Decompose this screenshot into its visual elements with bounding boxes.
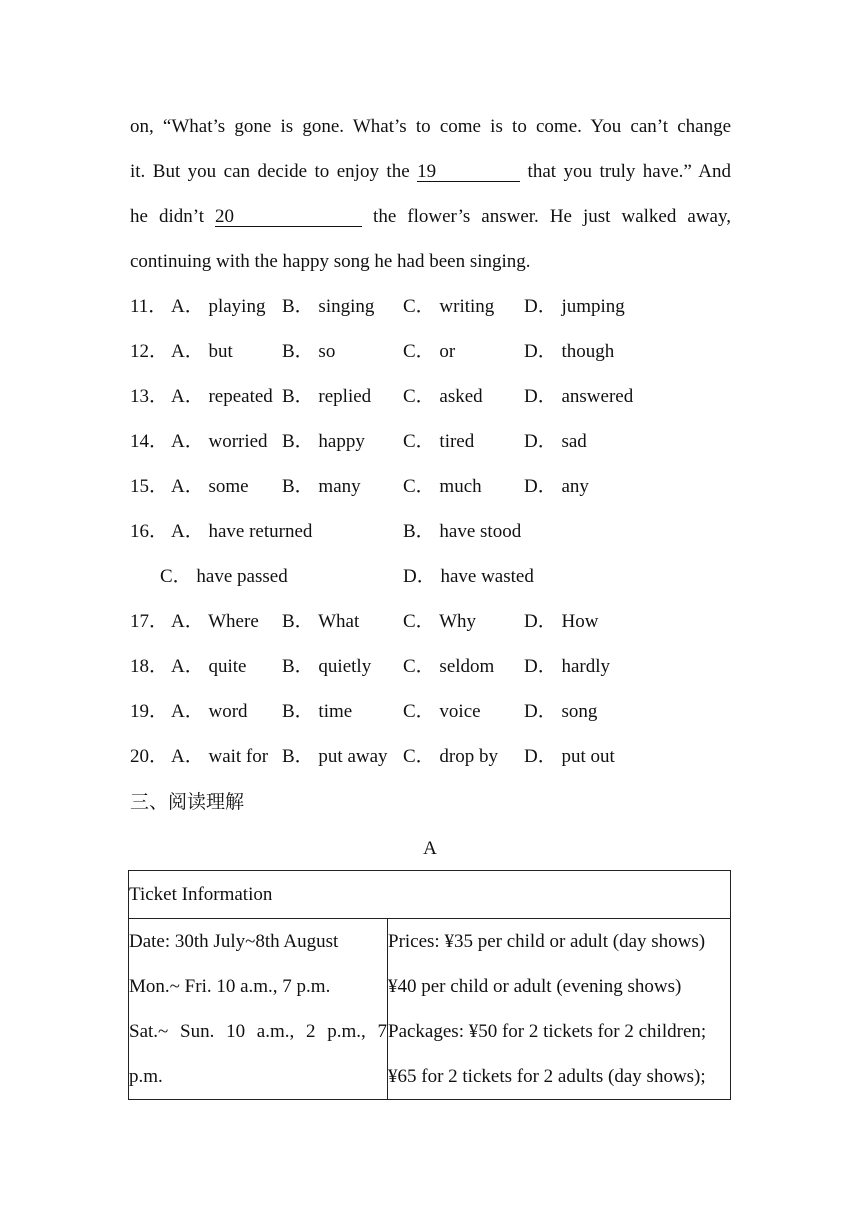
passage-line-4: continuing with the happy song he had been singing. bbox=[130, 251, 531, 272]
option-a: A． some bbox=[171, 476, 249, 497]
passage-text: it. But you can decide to enjoy the bbox=[130, 161, 418, 182]
option-c: C． seldom bbox=[403, 656, 495, 677]
option-d: D． How bbox=[524, 611, 599, 632]
option-b: B． many bbox=[282, 476, 361, 497]
option-d: D． have wasted bbox=[403, 566, 534, 587]
option-a: A． playing bbox=[171, 296, 266, 317]
schedule-cell bbox=[129, 919, 388, 1100]
option-a: A． quite bbox=[171, 656, 247, 677]
passage-text: he didn’t bbox=[130, 206, 216, 227]
price-line: Prices: ¥35 per child or adult (day shows) bbox=[388, 931, 706, 952]
option-d: D． song bbox=[524, 701, 598, 722]
price-line: ¥40 per child or adult (evening shows) bbox=[388, 976, 682, 997]
passage-text: that you truly have.” And bbox=[520, 161, 731, 182]
option-c: C． have passed bbox=[160, 566, 288, 587]
option-c: C． or bbox=[403, 341, 456, 362]
option-c: C． voice bbox=[403, 701, 481, 722]
option-b: B． put away bbox=[282, 746, 388, 767]
option-d: D． any bbox=[524, 476, 589, 497]
option-a: A． worried bbox=[171, 431, 268, 452]
option-a: A． have returned bbox=[171, 521, 313, 542]
option-b: B． have stood bbox=[403, 521, 522, 542]
passage-line-3 bbox=[130, 205, 731, 229]
option-c: C． drop by bbox=[403, 746, 499, 767]
option-a: A． word bbox=[171, 701, 248, 722]
option-d: D． hardly bbox=[524, 656, 611, 677]
schedule-line: Mon.~ Fri. 10 a.m., 7 p.m. bbox=[129, 976, 331, 997]
price-line: Packages: ¥50 for 2 tickets for 2 children; bbox=[388, 1021, 707, 1042]
option-d: D． put out bbox=[524, 746, 615, 767]
section-title: A bbox=[423, 838, 437, 859]
question-number: 13． bbox=[130, 386, 169, 407]
table-header: Ticket Information bbox=[129, 871, 731, 919]
option-d: D． jumping bbox=[524, 296, 625, 317]
price-line: ¥65 for 2 tickets for 2 adults (day shows); bbox=[388, 1066, 706, 1087]
schedule-line: Sat.~ Sun. 10 a.m., 2 p.m., 7 bbox=[129, 1021, 387, 1042]
option-b: B． singing bbox=[282, 296, 375, 317]
table-row bbox=[129, 919, 731, 1100]
question-number: 19． bbox=[130, 701, 169, 722]
option-c: C． asked bbox=[403, 386, 483, 407]
ticket-table bbox=[128, 870, 731, 1100]
passage-line-2 bbox=[130, 160, 731, 184]
option-a: A． repeated bbox=[171, 386, 273, 407]
table-header-row bbox=[129, 871, 731, 919]
passage-line-1: on, “What’s gone is gone. What’s to come is to come. You can’t change bbox=[130, 116, 731, 137]
question-number: 20． bbox=[130, 746, 169, 767]
option-a: A． Where bbox=[171, 611, 259, 632]
option-a: A． but bbox=[171, 341, 233, 362]
question-number: 16． bbox=[130, 521, 169, 542]
option-b: B． time bbox=[282, 701, 353, 722]
blank-20: 20 bbox=[215, 207, 362, 227]
option-d: D． though bbox=[524, 341, 615, 362]
option-c: C． writing bbox=[403, 296, 495, 317]
question-number: 17． bbox=[130, 611, 169, 632]
prices-cell bbox=[388, 919, 731, 1100]
option-b: B． quietly bbox=[282, 656, 372, 677]
option-a: A． wait for bbox=[171, 746, 269, 767]
question-number: 12． bbox=[130, 341, 169, 362]
question-number: 14． bbox=[130, 431, 169, 452]
option-c: C． much bbox=[403, 476, 482, 497]
blank-19: 19 bbox=[417, 162, 520, 182]
section-heading: 三、阅读理解 bbox=[130, 792, 245, 813]
option-d: D． answered bbox=[524, 386, 634, 407]
option-b: B． so bbox=[282, 341, 336, 362]
question-number: 18． bbox=[130, 656, 169, 677]
option-b: B． What bbox=[282, 611, 360, 632]
option-d: D． sad bbox=[524, 431, 587, 452]
option-b: B． happy bbox=[282, 431, 365, 452]
schedule-line: p.m. bbox=[129, 1066, 163, 1087]
option-c: C． Why bbox=[403, 611, 477, 632]
option-b: B． replied bbox=[282, 386, 372, 407]
question-number: 11． bbox=[130, 296, 168, 317]
passage-text: the flower’s answer. He just walked away, bbox=[362, 206, 731, 227]
schedule-line: Date: 30th July~8th August bbox=[129, 931, 339, 952]
option-c: C． tired bbox=[403, 431, 475, 452]
question-number: 15． bbox=[130, 476, 169, 497]
